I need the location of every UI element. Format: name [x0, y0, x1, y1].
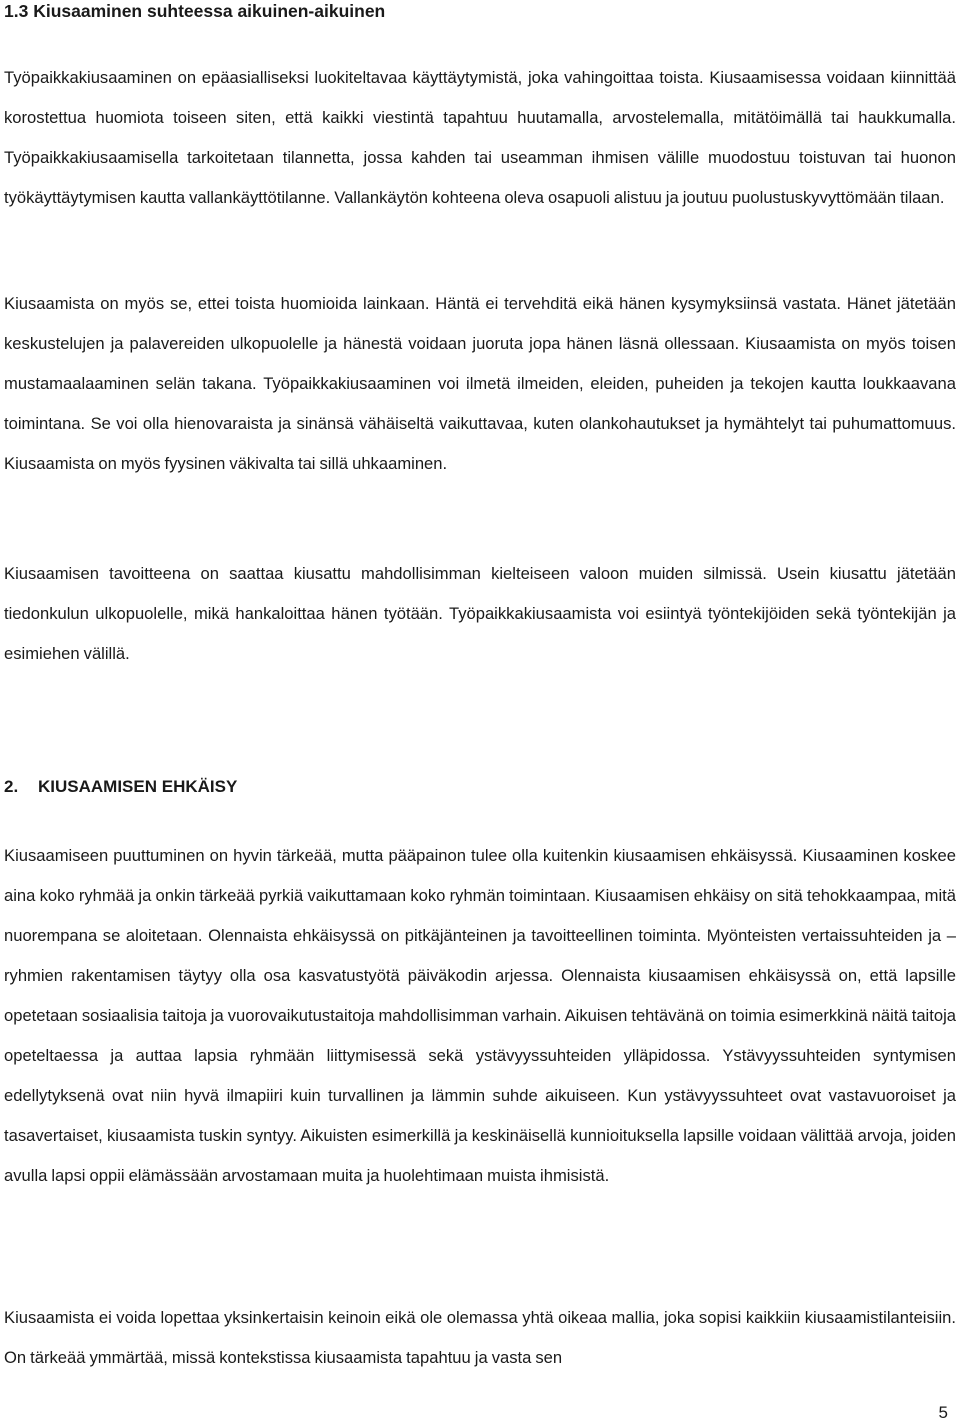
chapter-title: KIUSAAMISEN EHKÄISY — [38, 777, 238, 796]
chapter-number: 2. — [4, 777, 19, 796]
section-heading: 1.3 Kiusaaminen suhteessa aikuinen-aikuinen — [4, 1, 386, 21]
paragraph-no-simple-solution: Kiusaamista ei voida lopettaa yksinkertaisin keinoin eikä ole olemassa yhtä oikeaa mallia, joka sopisi kaikkiin kiusaamistilanteisiin. On tärkeää ymmärtää, missä kontekstissa kiusaamista tapahtuu ja vasta sen — [4, 1308, 956, 1367]
chapter-heading — [4, 776, 237, 798]
paragraph-bullying-goal: Kiusaamisen tavoitteena on saattaa kiusattu mahdollisimman kielteiseen valoon muiden silmissä. Usein kiusattu jätetään tiedonkulun ulkopuolelle, mikä hankaloittaa hänen työtään. Työpaikkakiusaamista voi esiintyä työntekijöiden sekä työntekijän ja esimiehen välillä. — [4, 564, 956, 663]
paragraph-prevention: Kiusaamiseen puuttuminen on hyvin tärkeää, mutta pääpainon tulee olla kuitenkin kiusaamisen ehkäisyssä. Kiusaaminen koskee aina koko ryhmää ja onkin tärkeää pyrkiä vaikuttamaan koko ryhmän toimintaan. Kiusaamisen ehkäisy on sitä tehokkaampaa, mitä nuorempana se aloitetaan. Olennaista ehkäisyssä on pitkäjänteinen ja tavoitteellinen toiminta. Myönteisten vertaissuhteiden ja –ryhmien rakentamisen täytyy olla osa kasvatustyötä päiväkodin arjessa. Olennaista kiusaamisen ehkäisyssä on, että lapsille opetetaan sosiaalisia taitoja ja vuorovaikutustaitoja mahdollisimman varhain. Aikuisen tehtävänä on toimia esimerkkinä näitä taitoja opeteltaessa ja auttaa lapsia ryhmään liittymisessä sekä ystävyyssuhteiden ylläpidossa. Ystävyyssuhteiden syntymisen edellytyksenä ovat niin hyvä ilmapiiri kuin turvallinen ja lämmin suhde aikuiseen. Kun ystävyyssuhteet ovat vastavuoroiset ja tasavertaiset, kiusaamista tuskin syntyy. Aikuisten esimerkillä ja keskinäisellä kunnioituksella lapsille voidaan välittää arvoja, joiden avulla lapsi oppii elämässään arvostamaan muita ja huolehtimaan muista ihmisistä. — [4, 846, 956, 1185]
paragraph-ignoring-forms: Kiusaamista on myös se, ettei toista huomioida lainkaan. Häntä ei tervehditä eikä hänen kysymyksiinsä vastata. Hänet jätetään keskustelujen ja palavereiden ulkopuolelle ja hänestä voidaan juoruta jopa hänen läsnä ollessaan. Kiusaamista on myös toisen mustamaalaaminen selän takana. Työpaikkakiusaaminen voi ilmetä ilmeiden, eleiden, puheiden ja tekojen kautta loukkaavana toimintana. Se voi olla hienovaraista ja sinänsä vähäiseltä vaikuttavaa, kuten olankohautukset ja hymähtelyt tai puhumattomuus. Kiusaamista on myös fyysinen väkivalta tai sillä uhkaaminen. — [4, 294, 956, 473]
paragraph-workplace-bullying-definition: Työpaikkakiusaaminen on epäasialliseksi luokiteltavaa käyttäytymistä, joka vahingoittaa toista. Kiusaamisessa voidaan kiinnittää korostettua huomiota toiseen siten, että kaikki viestintä tapahtuu huutamalla, arvostelemalla, mitätöimällä tai haukkumalla. Työpaikkakiusaamisella tarkoitetaan tilannetta, jossa kahden tai useamman ihmisen välille muodostuu toistuvan tai huonon työkäyttäytymisen kautta vallankäyttötilanne. Vallankäytön kohteena oleva osapuoli alistuu ja joutuu puolustuskyvyttömään tilaan. — [4, 68, 956, 207]
page-number: 5 — [938, 1403, 948, 1422]
